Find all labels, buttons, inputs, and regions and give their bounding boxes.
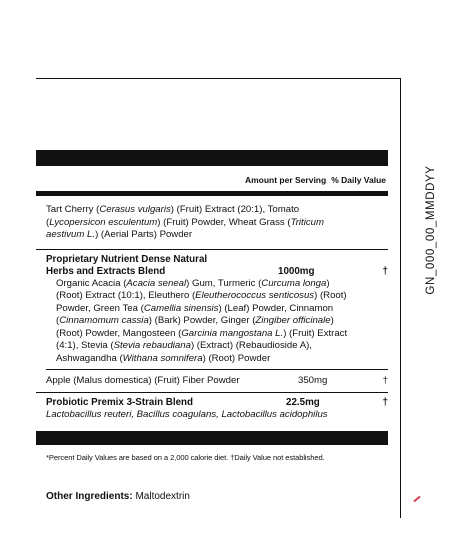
blend-ingredients: [46, 278, 388, 366]
first-block-line: Tart Cherry (Cerasus vulgaris) (Fruit) Extract (20:1), Tomato: [46, 204, 300, 215]
blend-title-line1: Proprietary Nutrient Dense Natural: [46, 253, 208, 265]
first-block-line: (Lycopersicon esculentum) (Fruit) Powder, Wheat Grass (Triticum: [46, 216, 324, 228]
batch-code: GN_000_00_MMDDYY: [425, 165, 437, 295]
blend-title-line2: Herbs and Extracts Blend: [46, 265, 166, 277]
column-header: [36, 166, 388, 191]
apple-dagger: †: [382, 374, 388, 386]
blend-line: Ashwagandha (Withana somnifera) (Root) Powder: [56, 353, 271, 365]
probiotic-amount: 22.5mg: [286, 396, 320, 408]
blend-line: (4:1), Stevia (Stevia rebaudiana) (Extract) (Rebaudioside A),: [56, 340, 312, 352]
amount-per-serving-heading: Amount per Serving: [244, 175, 327, 185]
supplement-facts-panel: [36, 150, 388, 463]
apple-name: Apple (Malus domestica) (Fruit) Fiber Powder: [46, 374, 240, 386]
blend-line: (Cinnamomum cassia) (Bark) Powder, Ginger (Zingiber officinale): [56, 315, 334, 327]
first-ingredient-block: [36, 196, 388, 249]
probiotic-dagger: †: [382, 396, 388, 408]
footnote: *Percent Daily Values are based on a 2,000 calorie diet. †Daily Value not established.: [46, 453, 325, 463]
pen-mark: [413, 496, 420, 503]
first-block-line: aestivum L.) (Aerial Parts) Powder: [46, 229, 193, 240]
probiotic-strains: Lactobacillus reuteri, Bacillus coagulans, Lactobacillus acidophilus: [46, 408, 328, 420]
probiotic-section: [36, 393, 388, 428]
blend-line: Powder, Green Tea (Camellia sinensis) (Leaf) Powder, Cinnamon: [56, 302, 334, 314]
other-ingredients-label: Other Ingredients:: [46, 491, 133, 502]
blend-line: Organic Acacia (Acacia seneal) Gum, Turmeric (Curcuma longa): [56, 277, 330, 289]
top-thick-bar: [36, 150, 388, 166]
blend-heading-row: [46, 266, 388, 278]
proprietary-blend-section: [36, 250, 388, 369]
probiotic-heading-row: [46, 397, 388, 409]
blend-dagger: †: [382, 265, 388, 277]
other-ingredients: [46, 491, 190, 502]
label-frame-top: [36, 78, 401, 79]
bottom-thick-bar: [36, 431, 388, 445]
blend-amount: 1000mg: [278, 265, 315, 277]
apple-amount: 350mg: [298, 374, 328, 386]
label-frame-right: [400, 78, 401, 518]
daily-value-heading: % Daily Value: [331, 175, 386, 185]
blend-line: (Root) Extract (10:1), Eleuthero (Eleutherococcus senticosus) (Root): [56, 290, 347, 302]
other-ingredients-value: Maltodextrin: [135, 491, 190, 502]
apple-fiber-row: [36, 370, 388, 392]
blend-line: (Root) Powder, Mangosteen (Garcinia mangostana L.) (Fruit) Extract: [56, 327, 348, 339]
probiotic-name: Probiotic Premix 3-Strain Blend: [46, 396, 193, 408]
